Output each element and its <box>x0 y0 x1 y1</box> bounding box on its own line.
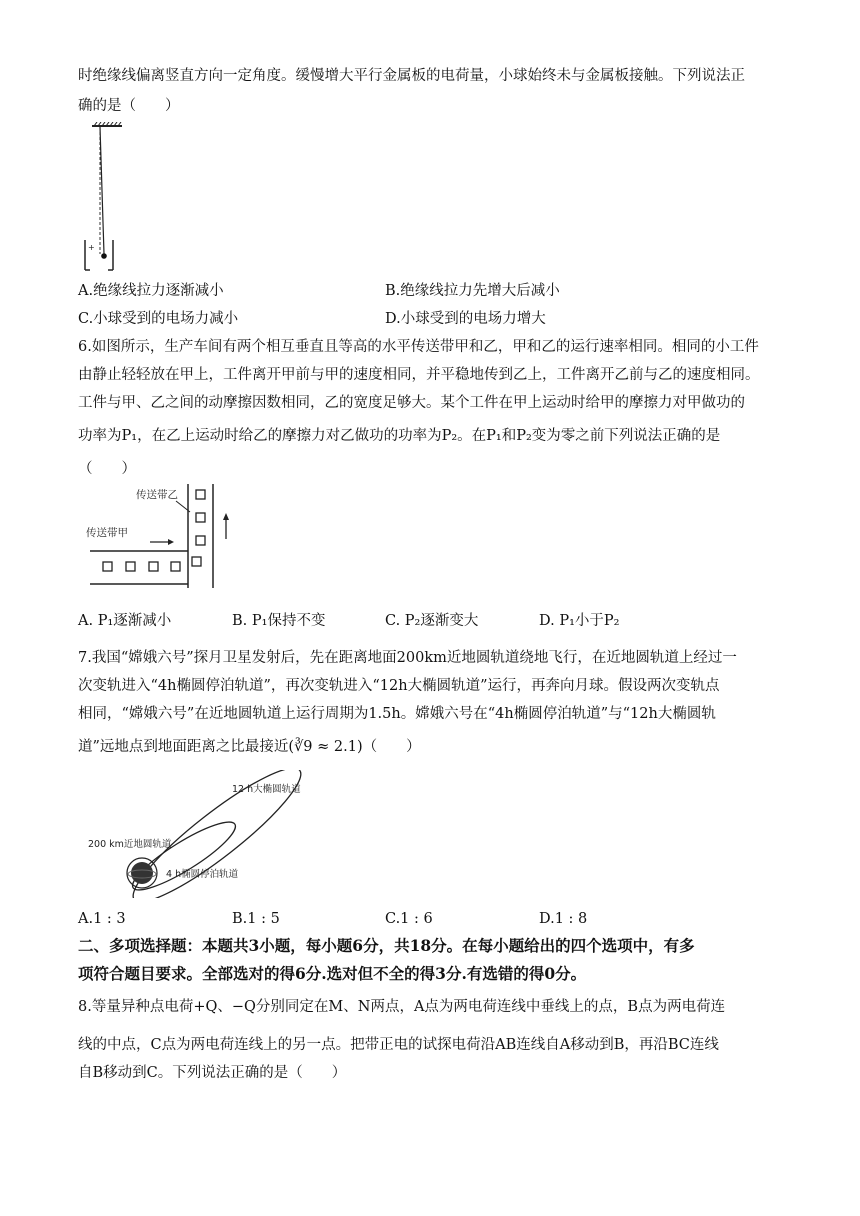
q7-option-b: B.1 : 5 <box>232 911 280 927</box>
q7-label-12h: 12 h大椭圆轨道 <box>232 784 301 795</box>
svg-text:+: + <box>88 243 95 252</box>
q5-line-2: 确的是（ ） <box>78 98 180 114</box>
q6-option-d: D. P₁小于P₂ <box>539 613 620 629</box>
q7-orbit-figure <box>72 770 312 902</box>
q7-option-d: D.1 : 8 <box>539 911 588 927</box>
q6-belt-b-label: 传送带乙 <box>136 489 178 501</box>
q6-line-1: 6.如图所示，生产车间有两个相互垂直且等高的水平传送带甲和乙，甲和乙的运行速率相同。相同的小工件 <box>78 339 759 355</box>
q5-line-1: 时绝缘线偏离竖直方向一定角度。缓慢增大平行金属板的电荷量，小球始终未与金属板接触。下列说法正 <box>78 68 745 84</box>
q6-option-b: B. P₁保持不变 <box>232 613 326 629</box>
q7-label-4h: 4 h椭圆停泊轨道 <box>166 869 239 880</box>
section2-line-1: 二、多项选择题：本题共3小题，每小题6分，共18分。在每小题给出的四个选项中，有多 <box>78 936 695 955</box>
q7-line-1: 7.我国“嫦娥六号”探月卫星发射后，先在距离地面200km近地圆轨道绕地飞行，在近地圆轨道上经过一 <box>78 650 737 666</box>
q6-line-2: 由静止轻轻放在甲上，工件离开甲前与甲的速度相同，并平稳地传到乙上，工件离开乙前与乙的速度相同。 <box>78 367 760 383</box>
section2-line-2: 项符合题目要求。全部选对的得6分.选对但不全的得3分.有选错的得0分。 <box>78 964 587 983</box>
q7-line-3: 相同，“嫦娥六号”在近地圆轨道上运行周期为1.5h。嫦娥六号在“4h椭圆停泊轨道”与“12h大椭圆轨 <box>78 706 716 722</box>
q8-line-1: 8.等量异种点电荷+Q、−Q分别同定在M、N两点，A点为两电荷连线中垂线上的点，B点为两电荷连 <box>78 999 726 1015</box>
q7-label-200km: 200 km近地圆轨道 <box>88 839 172 850</box>
q6-belt-a-label: 传送带甲 <box>86 527 128 539</box>
q7-line-2: 次变轨进入“4h椭圆停泊轨道”，再次变轨进入“12h大椭圆轨道”运行，再奔向月球。假设两次变轨点 <box>78 678 720 694</box>
q7-option-a: A.1 : 3 <box>78 911 126 927</box>
q6-line-3: 工件与甲、乙之间的动摩擦因数相同，乙的宽度足够大。某个工件在甲上运动时给甲的摩擦力对甲做功的 <box>78 395 745 411</box>
q8-line-3: 自B移动到C。下列说法正确的是（ ） <box>78 1065 347 1081</box>
q6-option-a: A. P₁逐渐减小 <box>78 613 172 629</box>
q6-conveyor-figure <box>78 484 253 600</box>
q7-option-c: C.1 : 6 <box>385 911 433 927</box>
q6-option-c: C. P₂逐渐变大 <box>385 613 479 629</box>
q5-pendulum-figure <box>78 122 138 276</box>
q5-option-b: B.绝缘线拉力先增大后减小 <box>385 283 560 299</box>
q8-line-2: 线的中点，C点为两电荷连线上的另一点。把带正电的试探电荷沿AB连线自A移动到B，再沿BC连线 <box>78 1037 719 1053</box>
q5-option-d: D.小球受到的电场力增大 <box>385 311 546 327</box>
q7-line-4: 道”远地点到地面距离之比最接近(∛9 ≈ 2.1)（ ） <box>78 739 421 755</box>
q5-option-c: C.小球受到的电场力减小 <box>78 311 239 327</box>
q6-line-4: 功率为P₁，在乙上运动时给乙的摩擦力对乙做功的功率为P₂。在P₁和P₂变为零之前下列说法正确的是 <box>78 428 721 444</box>
q6-line-5: （ ） <box>78 461 136 477</box>
q5-option-a: A.绝缘线拉力逐渐减小 <box>78 283 224 299</box>
